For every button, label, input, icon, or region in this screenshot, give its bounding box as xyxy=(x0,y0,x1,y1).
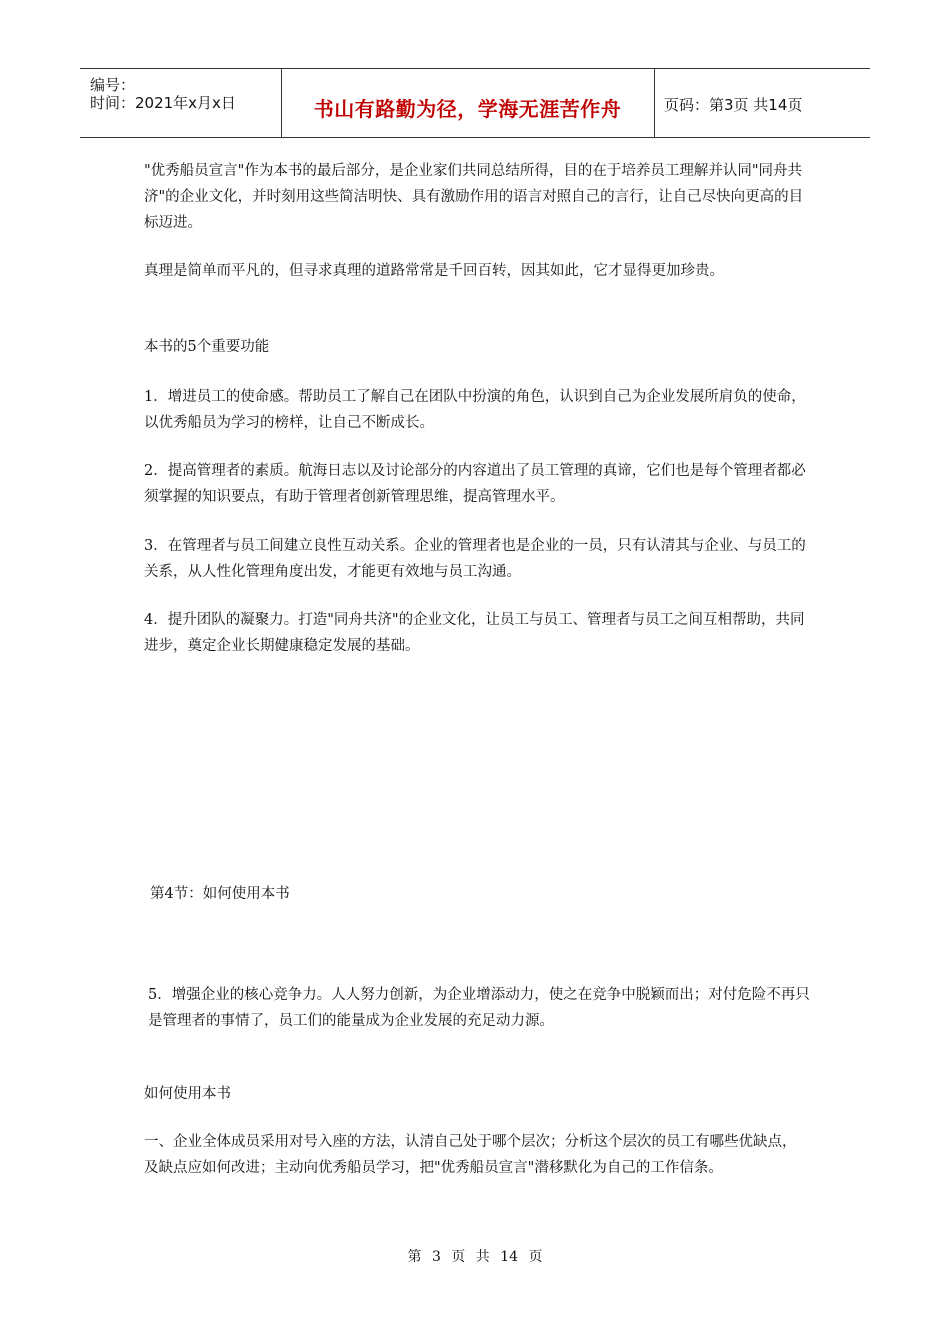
list-item-4 xyxy=(144,607,810,659)
paragraph: 真理是简单而平凡的，但寻求真理的道路常常是千回百转，因其如此，它才显得更加珍贵。 xyxy=(144,263,724,279)
paragraph: 1．增进员工的使命感。帮助员工了解自己在团队中扮演的角色，认识到自己为企业发展所肩负的使命，以优秀船员为学习的榜样，让自己不断成长。 xyxy=(144,389,806,431)
paragraph: 一、企业全体成员采用对号入座的方法，认清自己处于哪个层次；分析这个层次的员工有哪些优缺点，及缺点应如何改进；主动向优秀船员学习，把"优秀船员宣言"潜移默化为自己的工作信条。 xyxy=(144,1134,797,1176)
section-heading-chapter4 xyxy=(150,881,816,907)
list-item-1 xyxy=(144,384,810,436)
heading: 第4节：如何使用本书 xyxy=(150,886,290,902)
heading: 本书的5个重要功能 xyxy=(144,339,270,355)
paragraph: 4．提升团队的凝聚力。打造"同舟共济"的企业文化，让员工与员工、管理者与员工之间互相帮助，共同进步，奠定企业长期健康稳定发展的基础。 xyxy=(144,612,805,654)
list-item-5 xyxy=(148,982,814,1034)
document-number-label: 编号： xyxy=(90,76,136,94)
list-item-3 xyxy=(144,533,810,585)
header-motto: 书山有路勤为径，学海无涯苦作舟 xyxy=(313,97,622,121)
header-left-cell xyxy=(80,69,282,137)
paragraph-intro xyxy=(144,158,810,236)
page-header xyxy=(80,68,870,138)
paragraph-truth xyxy=(144,258,810,284)
section-heading-usage xyxy=(144,1081,810,1107)
header-middle-cell xyxy=(281,69,655,137)
paragraph: "优秀船员宣言"作为本书的最后部分，是企业家们共同总结所得，目的在于培养员工理解并认同"同舟共济"的企业文化，并时刻用这些简洁明快、具有激励作用的语言对照自己的言行，让自己尽快向更高的目标迈进。 xyxy=(144,163,804,231)
heading: 如何使用本书 xyxy=(144,1086,231,1102)
usage-item-1 xyxy=(144,1129,810,1181)
paragraph: 5．增强企业的核心竞争力。人人努力创新，为企业增添动力，使之在竞争中脱颖而出；对付危险不再只是管理者的事情了，员工们的能量成为企业发展的充足动力源。 xyxy=(148,987,810,1029)
paragraph: 2．提高管理者的素质。航海日志以及讨论部分的内容道出了员工管理的真谛，它们也是每个管理者都必须掌握的知识要点，有助于管理者创新管理思维，提高管理水平。 xyxy=(144,463,806,505)
header-right-cell xyxy=(654,69,870,137)
list-item-2 xyxy=(144,458,810,510)
header-page-info: 页码：第3页 共14页 xyxy=(664,96,803,114)
page-footer: 第 3 页 共 14 页 xyxy=(407,1249,543,1265)
section-heading-functions xyxy=(144,334,810,360)
document-date: 时间：2021年x月x日 xyxy=(90,94,236,112)
paragraph: 3．在管理者与员工间建立良性互动关系。企业的管理者也是企业的一员，只有认清其与企业、与员工的关系，从人性化管理角度出发，才能更有效地与员工沟通。 xyxy=(144,538,806,580)
